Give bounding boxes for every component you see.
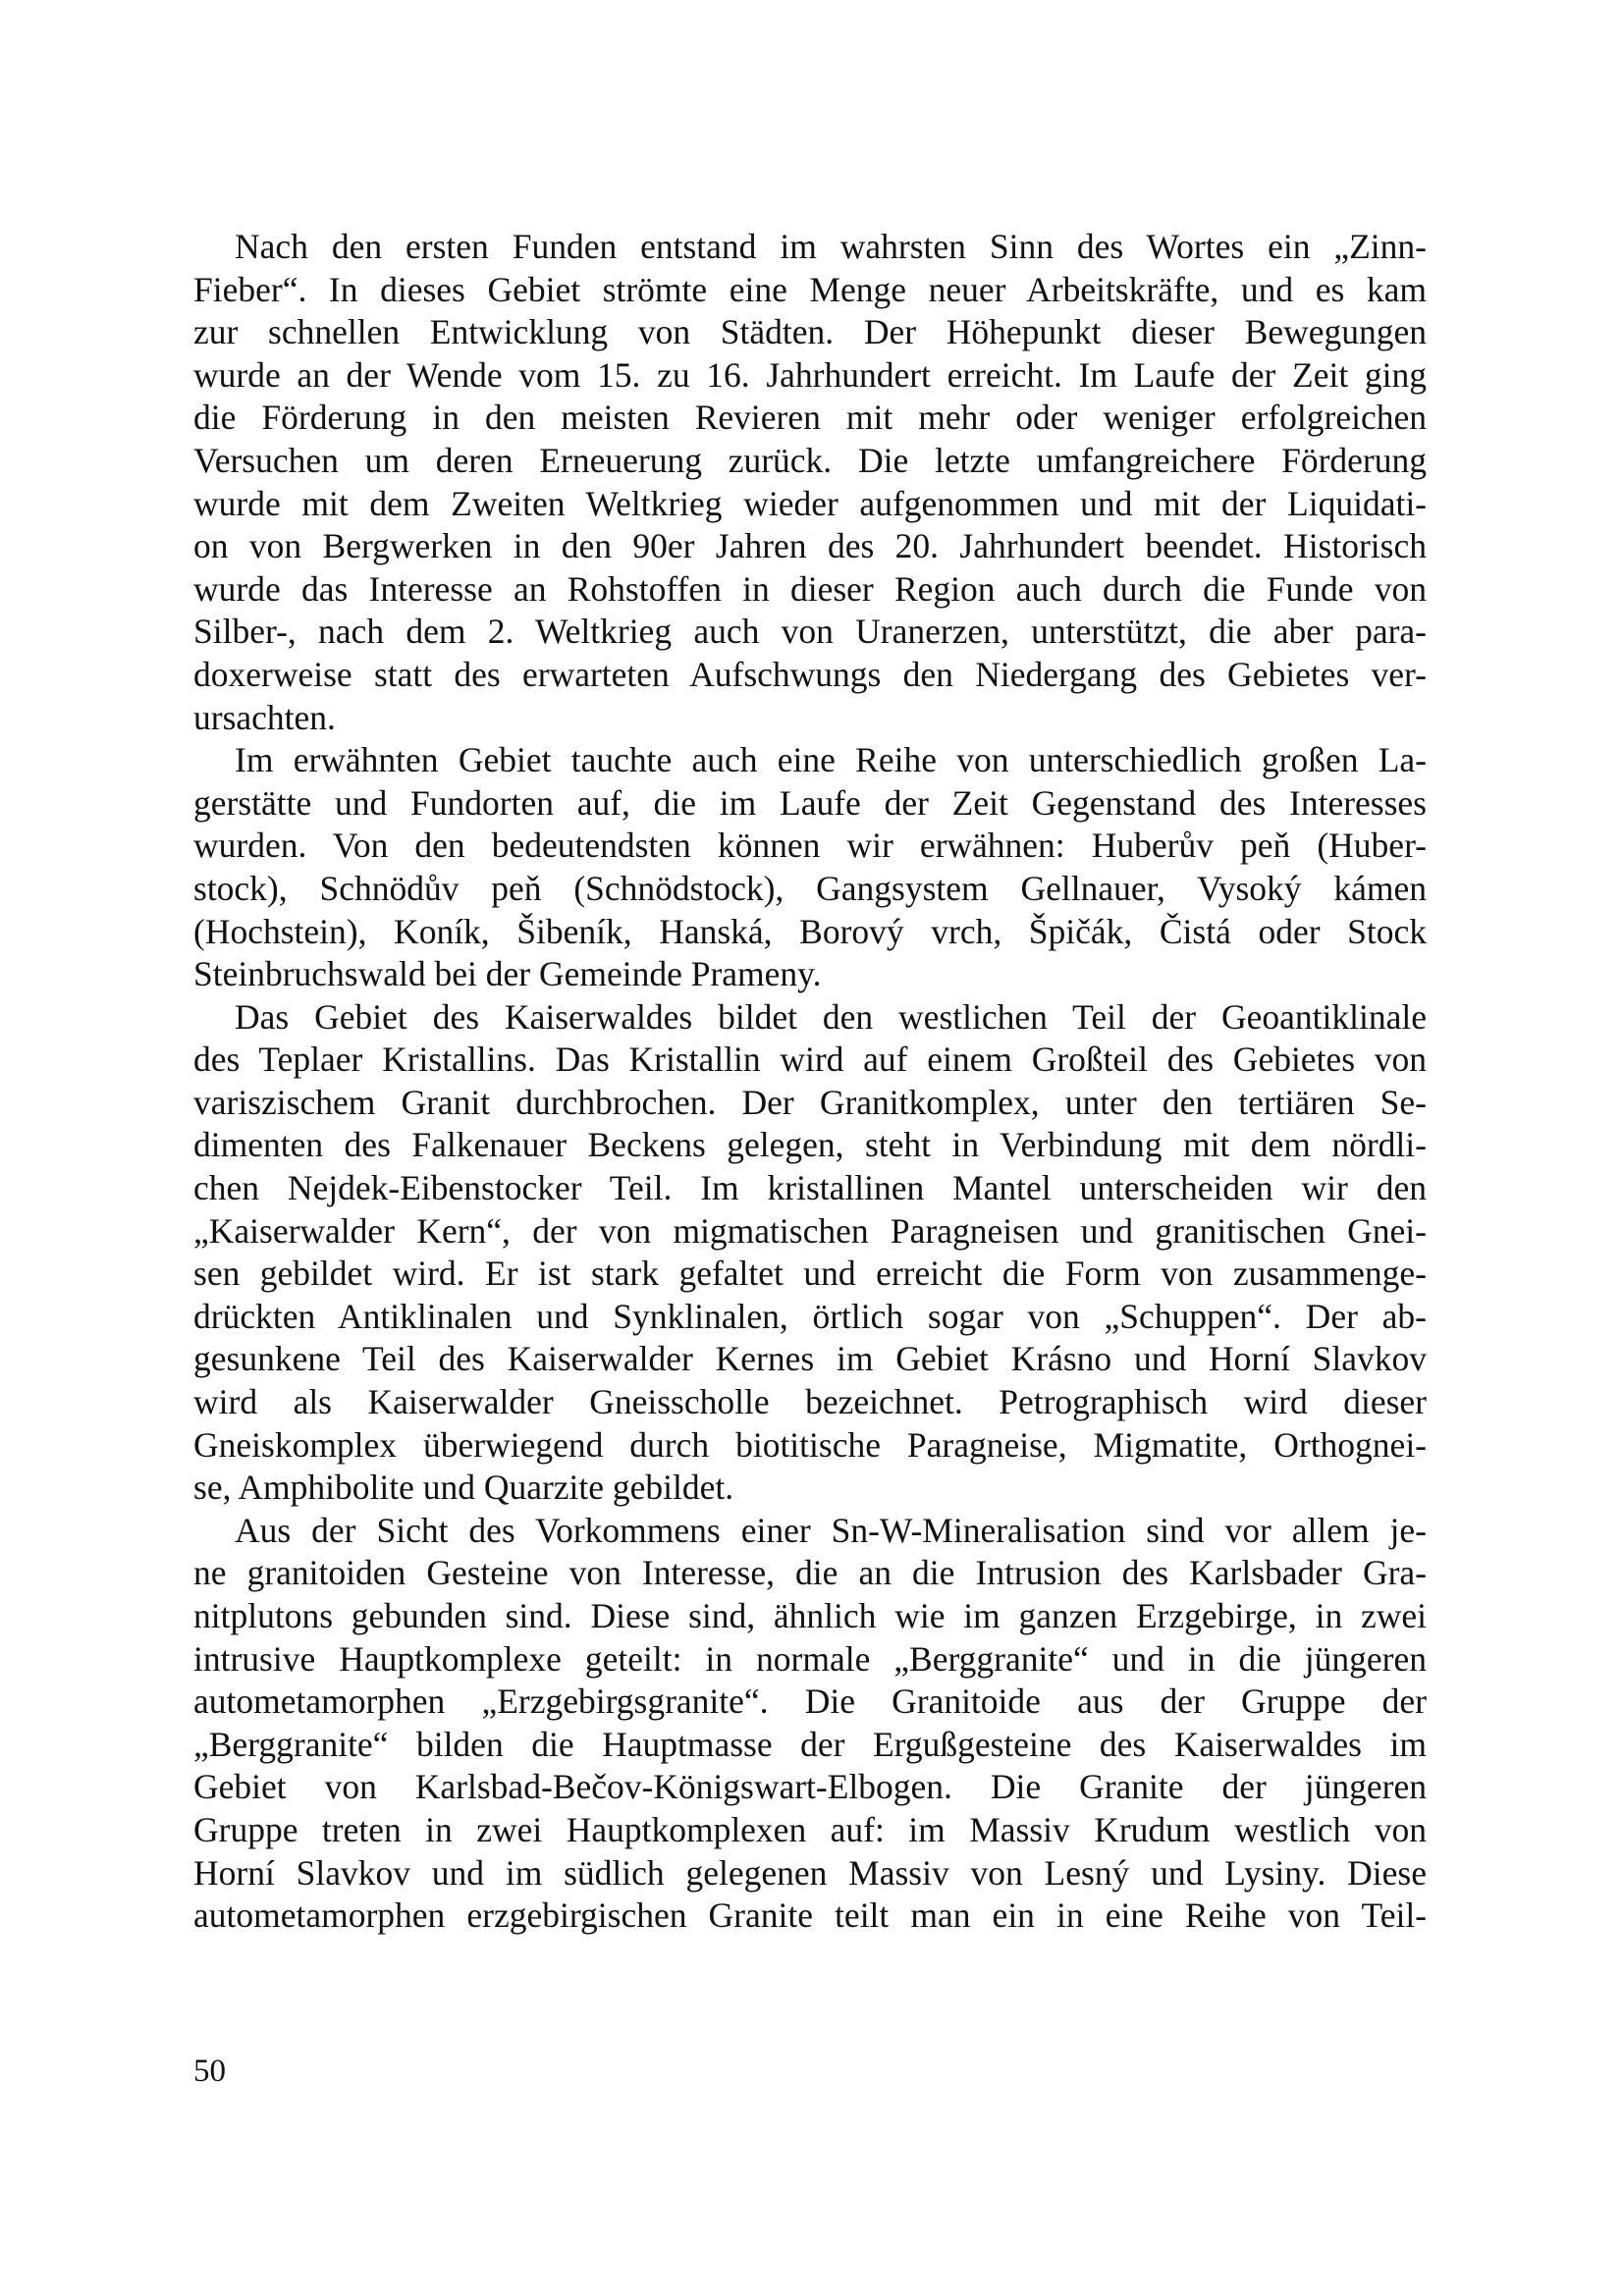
text-line: ursachten. [193,697,336,737]
text-line: on von Bergwerken in den 90er Jahren des 20. Jahrhundert beendet. Historisch [193,526,1427,566]
text-line: Steinbruchswald bei der Gemeinde Prameny. [193,954,822,994]
text-line: stock), Schnödův peň (Schnödstock), Gangsystem Gellnauer, Vysoký kámen [193,868,1427,908]
text-line: „Berggranite“ bilden die Hauptmasse der Ergußgesteine des Kaiserwaldes im [193,1724,1427,1764]
text-line: autometamorphen „Erzgebirgsgranite“. Die Granitoide aus der Gruppe der [193,1682,1427,1722]
text-line: autometamorphen erzgebirgischen Granite teilt man ein in eine Reihe von Teil- [193,1896,1427,1936]
text-line: wurde mit dem Zweiten Weltkrieg wieder aufgenommen und mit der Liquidati- [193,483,1427,523]
text-line: Im erwähnten Gebiet tauchte auch eine Reihe von unterschiedlich großen La- [235,740,1427,780]
text-line: Aus der Sicht des Vorkommens einer Sn-W-Mineralisation sind vor allem je- [235,1510,1427,1550]
text-line: drückten Antiklinalen und Synklinalen, örtlich sogar von „Schuppen“. Der ab- [193,1296,1427,1336]
text-line: intrusive Hauptkomplexe geteilt: in normale „Berggranite“ und in die jüngeren [193,1638,1427,1679]
text-line: Versuchen um deren Erneuerung zurück. Die letzte umfangreichere Förderung [193,440,1427,480]
text-line: Nach den ersten Funden entstand im wahrsten Sinn des Wortes ein „Zinn- [235,227,1427,266]
text-line: des Teplaer Kristallins. Das Kristallin wird auf einem Großteil des Gebietes von [193,1040,1427,1080]
paragraph-3 [193,996,1427,1510]
text-line: Gebiet von Karlsbad-Bečov-Königswart-Elbogen. Die Granite der jüngeren [193,1767,1427,1807]
text-line: nitplutons gebunden sind. Diese sind, ähnlich wie im ganzen Erzgebirge, in zwei [193,1596,1427,1635]
page-number: 50 [193,2054,226,2089]
text-line: chen Nejdek-Eibenstocker Teil. Im kristallinen Mantel unterscheiden wir den [193,1168,1427,1208]
text-line: Horní Slavkov und im südlich gelegenen Massiv von Lesný und Lysiny. Diese [193,1852,1427,1893]
text-line: Silber-, nach dem 2. Weltkrieg auch von Uranerzen, unterstützt, die aber para- [193,612,1427,652]
text-line: „Kaiserwalder Kern“, der von migmatischen Paragneisen und granitischen Gnei- [193,1210,1427,1251]
text-line: sen gebildet wird. Er ist stark gefaltet und erreicht die Form von zusammenge- [193,1254,1427,1294]
text-line: dimenten des Falkenauer Beckens gelegen, steht in Verbindung mit dem nördli- [193,1125,1427,1165]
body-text [193,226,1427,1938]
text-line: Gruppe treten in zwei Hauptkomplexen auf: im Massiv Krudum westlich von [193,1809,1427,1849]
paragraph-1 [193,226,1427,739]
text-line: variszischem Granit durchbrochen. Der Granitkomplex, unter den tertiären Se- [193,1082,1427,1122]
text-line: ne granitoiden Gesteine von Interesse, die an die Intrusion des Karlsbader Gra- [193,1553,1427,1593]
text-line: wird als Kaiserwalder Gneisscholle bezeichnet. Petrographisch wird dieser [193,1382,1427,1422]
paragraph-2 [193,739,1427,996]
text-line: wurde das Interesse an Rohstoffen in dieser Region auch durch die Funde von [193,568,1427,609]
text-line: Gneiskomplex überwiegend durch biotitische Paragneise, Migmatite, Orthognei- [193,1424,1427,1465]
text-line: zur schnellen Entwicklung von Städten. Der Höhepunkt dieser Bewegungen [193,312,1427,352]
text-line: (Hochstein), Koník, Šibeník, Hanská, Borový vrch, Špičák, Čistá oder Stock [193,911,1427,951]
text-line: wurden. Von den bedeutendsten können wir erwähnen: Huberův peň (Huber- [193,826,1427,866]
text-line: gesunkene Teil des Kaiserwalder Kernes im Gebiet Krásno und Horní Slavkov [193,1339,1427,1379]
text-line: die Förderung in den meisten Revieren mit mehr oder weniger erfolgreichen [193,398,1427,438]
text-line: doxerweise statt des erwarteten Aufschwungs den Niedergang des Gebietes ver- [193,654,1427,694]
text-line: se, Amphibolite und Quarzite gebildet. [193,1468,734,1508]
text-line: Das Gebiet des Kaiserwaldes bildet den westlichen Teil der Geoantiklinale [235,996,1427,1037]
paragraph-4 [193,1510,1427,1938]
text-line: gerstätte und Fundorten auf, die im Laufe der Zeit Gegenstand des Interesses [193,782,1427,823]
text-line: wurde an der Wende vom 15. zu 16. Jahrhundert erreicht. Im Laufe der Zeit ging [193,354,1427,395]
text-line: Fieber“. In dieses Gebiet strömte eine Menge neuer Arbeitskräfte, und es kam [193,269,1427,309]
